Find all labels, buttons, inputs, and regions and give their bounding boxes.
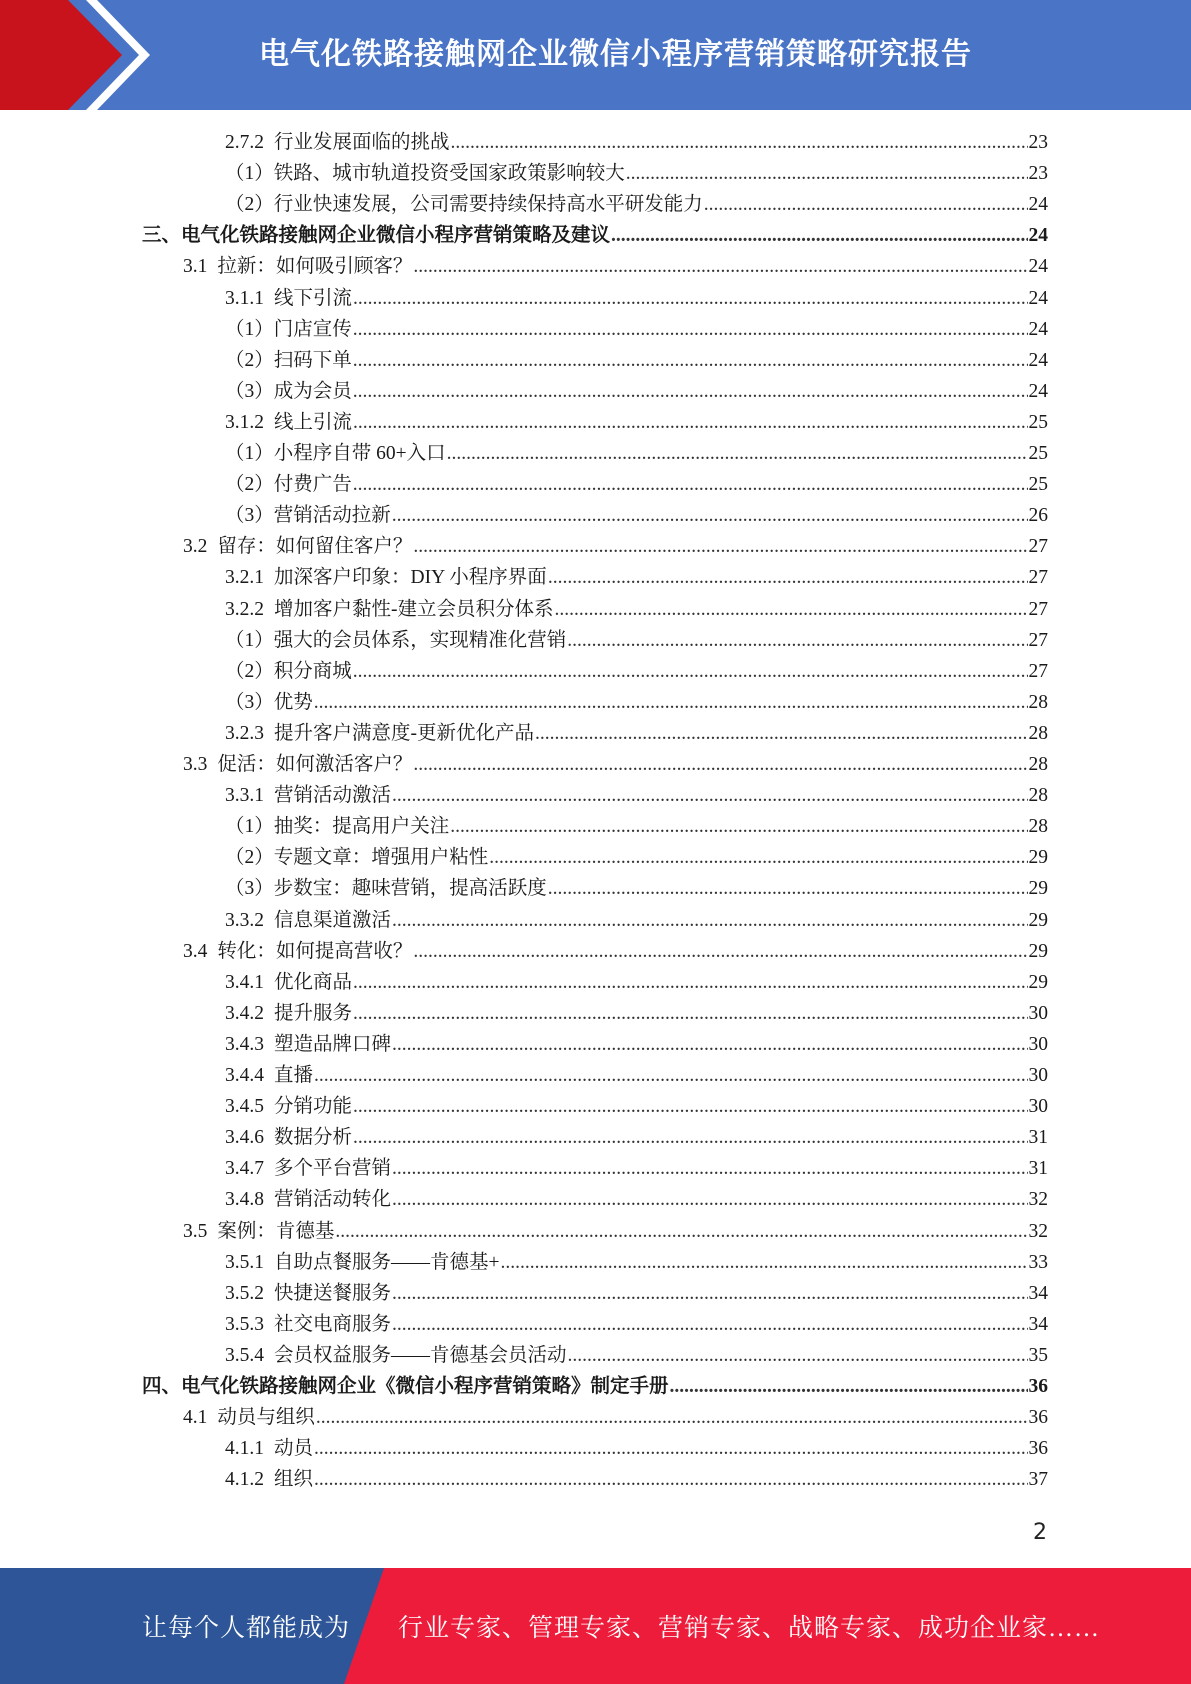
toc-entry-page: 33 xyxy=(1028,1251,1048,1273)
toc-dot-leader xyxy=(413,936,1027,967)
toc-entry-page: 24 xyxy=(1028,349,1048,371)
toc-entry-page: 27 xyxy=(1028,598,1048,620)
toc-entry-title: 动员与组织 xyxy=(217,1407,315,1429)
toc-entry[interactable] xyxy=(183,749,1048,780)
toc-dot-leader xyxy=(611,220,1027,251)
toc-entry-page: 36 xyxy=(1028,1376,1048,1397)
toc-entry-page: 35 xyxy=(1028,1344,1048,1366)
toc-entry[interactable] xyxy=(225,998,1048,1029)
toc-entry[interactable] xyxy=(183,531,1048,562)
toc-entry-page: 36 xyxy=(1028,1438,1048,1460)
toc-entry-page: 32 xyxy=(1028,1220,1048,1242)
toc-entry-number: 3.5 xyxy=(183,1220,208,1242)
toc-entry-label xyxy=(225,905,391,936)
toc-dot-leader xyxy=(555,594,1028,625)
toc-dot-leader xyxy=(548,562,1028,593)
toc-entry-title: 数据分析 xyxy=(274,1127,353,1149)
toc-entry-page: 24 xyxy=(1028,194,1048,216)
toc-entry-label xyxy=(183,251,412,282)
toc-entry[interactable] xyxy=(225,376,1048,407)
toc-entry-title: 会员权益服务——肯德基会员活动 xyxy=(274,1344,567,1366)
toc-entry-number: 3.4.4 xyxy=(225,1065,264,1086)
toc-entry-number: 3.2.2 xyxy=(225,598,264,620)
toc-dot-leader xyxy=(314,687,1028,718)
toc-dot-leader xyxy=(392,1309,1027,1340)
toc-entry-title: 塑造品牌口碑 xyxy=(274,1033,392,1055)
toc-entry-title: 分销功能 xyxy=(274,1096,353,1118)
toc-entry[interactable] xyxy=(225,407,1048,438)
toc-entry-number: 3.5.4 xyxy=(225,1344,264,1366)
toc-dot-leader xyxy=(450,811,1027,842)
toc-dot-leader xyxy=(316,1402,1028,1433)
toc-entry-title: 营销活动转化 xyxy=(274,1189,392,1211)
toc-entry-label xyxy=(225,314,352,345)
toc-entry[interactable] xyxy=(142,220,1048,251)
toc-entry-page: 29 xyxy=(1028,971,1048,993)
toc-dot-leader xyxy=(489,842,1027,873)
toc-entry-label xyxy=(183,749,412,780)
toc-dot-leader xyxy=(501,1247,1028,1278)
toc-entry-label xyxy=(225,283,352,314)
toc-dot-leader xyxy=(447,438,1028,469)
toc-entry-page: 28 xyxy=(1028,785,1048,807)
toc-entry-page: 27 xyxy=(1028,567,1048,589)
toc-entry[interactable] xyxy=(225,1433,1048,1464)
toc-entry-number: 3.2.3 xyxy=(225,722,264,744)
toc-entry-number: 3.2.1 xyxy=(225,567,264,589)
toc-entry[interactable] xyxy=(225,905,1048,936)
toc-entry-number: 3.4 xyxy=(183,940,208,962)
toc-entry-label xyxy=(225,1464,313,1495)
toc-entry-page: 27 xyxy=(1028,629,1048,651)
toc-entry-label xyxy=(225,1433,313,1464)
toc-entry[interactable] xyxy=(225,283,1048,314)
toc-entry-title: 增加客户黏性-建立会员积分体系 xyxy=(274,598,554,620)
toc-entry-number: 3.4.1 xyxy=(225,971,264,993)
toc-entry-number: 3.3 xyxy=(183,754,208,775)
toc-entry[interactable] xyxy=(225,1091,1048,1122)
toc-entry[interactable] xyxy=(225,314,1048,345)
toc-entry-label xyxy=(225,594,554,625)
toc-entry-number: 3.4.3 xyxy=(225,1033,264,1055)
toc-entry-label xyxy=(183,936,412,967)
toc-entry-title: （1）强大的会员体系，实现精准化营销 xyxy=(225,629,567,651)
toc-entry-page: 29 xyxy=(1028,940,1048,962)
toc-entry-page: 37 xyxy=(1028,1469,1048,1491)
toc-entry-label xyxy=(225,780,391,811)
toc-entry[interactable] xyxy=(225,1153,1048,1184)
toc-entry-label xyxy=(225,1278,391,1309)
toc-entry-page: 31 xyxy=(1028,1127,1048,1149)
toc-dot-leader xyxy=(548,873,1028,904)
toc-entry-label xyxy=(225,1153,391,1184)
toc-entry-page: 28 xyxy=(1028,754,1048,775)
toc-entry-number: 3.4.2 xyxy=(225,1002,264,1024)
toc-entry[interactable] xyxy=(225,1122,1048,1153)
toc-entry[interactable] xyxy=(225,469,1048,500)
toc-entry-title: （2）扫码下单 xyxy=(225,349,352,371)
toc-entry-title: 组织 xyxy=(274,1469,314,1491)
toc-entry-title: （1）小程序自带 60+入口 xyxy=(225,443,446,464)
toc-dot-leader xyxy=(353,967,1027,998)
toc-entry-label xyxy=(183,1402,315,1433)
toc-entry[interactable] xyxy=(225,811,1048,842)
toc-entry-page: 29 xyxy=(1028,847,1048,869)
toc-dot-leader xyxy=(392,905,1027,936)
toc-entry-title: （1）门店宣传 xyxy=(225,318,352,340)
toc-entry-number: 3.1.1 xyxy=(225,287,264,309)
toc-entry-page: 36 xyxy=(1028,1407,1048,1429)
toc-dot-leader xyxy=(392,780,1027,811)
toc-entry-title: （3）营销活动拉新 xyxy=(225,505,391,527)
toc-entry-page: 32 xyxy=(1028,1189,1048,1211)
toc-entry-page: 31 xyxy=(1028,1158,1048,1180)
toc-dot-leader xyxy=(413,251,1027,282)
toc-entry-title: （1）铁路、城市轨道投资受国家政策影响较大 xyxy=(225,163,625,185)
toc-entry[interactable] xyxy=(183,1216,1048,1247)
toc-entry-label xyxy=(225,842,488,873)
toc-entry-label xyxy=(225,1247,500,1278)
toc-entry-title: 自助点餐服务——肯德基+ xyxy=(274,1251,500,1273)
toc-entry[interactable] xyxy=(225,189,1048,220)
toc-entry-page: 30 xyxy=(1028,1033,1048,1055)
toc-entry-label xyxy=(142,220,610,251)
toc-entry[interactable] xyxy=(225,158,1048,189)
toc-entry-title: 优化商品 xyxy=(274,971,353,993)
toc-dot-leader xyxy=(353,656,1028,687)
toc-entry-title: （1）抽奖：提高用户关注 xyxy=(225,816,450,838)
toc-entry-page: 29 xyxy=(1028,909,1048,931)
toc-entry-page: 30 xyxy=(1028,1096,1048,1118)
toc-entry-page: 24 xyxy=(1028,380,1048,402)
toc-dot-leader xyxy=(535,718,1028,749)
toc-entry-page: 24 xyxy=(1028,256,1048,278)
toc-dot-leader xyxy=(451,127,1028,158)
toc-entry-label xyxy=(225,687,313,718)
toc-entry-page: 23 xyxy=(1028,132,1048,153)
toc-entry[interactable] xyxy=(225,1340,1048,1371)
toc-entry-label xyxy=(225,1029,391,1060)
toc-dot-leader xyxy=(353,376,1028,407)
toc-entry[interactable] xyxy=(225,1247,1048,1278)
toc-entry-title: （3）优势 xyxy=(225,691,313,713)
toc-dot-leader xyxy=(567,625,1027,656)
toc-dot-leader xyxy=(392,1153,1027,1184)
toc-entry-title: （3）步数宝：趣味营销，提高活跃度 xyxy=(225,878,547,900)
toc-entry-title: （2）付费广告 xyxy=(225,474,352,496)
toc-entry-number: 3.3.2 xyxy=(225,909,264,931)
toc-entry-number: 4.1 xyxy=(183,1407,208,1429)
toc-entry-number: 3.4.8 xyxy=(225,1189,264,1211)
toc-entry-title: 提升服务 xyxy=(274,1002,353,1024)
toc-entry-title: 营销活动激活 xyxy=(274,785,392,807)
toc-dot-leader xyxy=(392,1278,1027,1309)
toc-entry[interactable] xyxy=(225,718,1048,749)
toc-entry[interactable] xyxy=(225,1060,1048,1091)
toc-dot-leader xyxy=(392,1184,1027,1215)
toc-entry-label xyxy=(225,1060,313,1091)
toc-entry-title: 线下引流 xyxy=(274,287,353,309)
toc-entry-page: 28 xyxy=(1028,691,1048,713)
toc-entry-label xyxy=(225,376,352,407)
toc-entry[interactable] xyxy=(225,656,1048,687)
toc-entry-page: 28 xyxy=(1028,816,1048,838)
footer-banner xyxy=(0,1568,1191,1684)
toc-entry-label xyxy=(225,469,352,500)
report-title: 电气化铁路接触网企业微信小程序营销策略研究报告 xyxy=(259,37,972,72)
toc-entry[interactable] xyxy=(225,1029,1048,1060)
toc-entry[interactable] xyxy=(225,687,1048,718)
toc-entry-label xyxy=(225,625,566,656)
toc-entry-title: 线上引流 xyxy=(274,411,353,433)
toc-entry-title: （2）行业快速发展，公司需要持续保持高水平研发能力 xyxy=(225,194,703,216)
footer-slogan-right: 行业专家、管理专家、营销专家、战略专家、成功企业家…… xyxy=(398,1615,1101,1642)
toc-entry-number: 4.1.1 xyxy=(225,1438,264,1460)
toc-entry-label xyxy=(225,127,450,158)
toc-entry-page: 34 xyxy=(1028,1313,1048,1335)
toc-entry-title: 行业发展面临的挑战 xyxy=(274,132,450,153)
toc-entry-label xyxy=(225,438,446,469)
toc-entry-label xyxy=(225,811,449,842)
toc-dot-leader xyxy=(353,407,1027,438)
toc-entry[interactable] xyxy=(225,1464,1048,1495)
toc-entry-label xyxy=(183,1216,334,1247)
toc-entry-label xyxy=(225,500,391,531)
toc-entry-page: 24 xyxy=(1028,225,1048,247)
toc-entry-label xyxy=(225,189,703,220)
toc-dot-leader xyxy=(626,158,1028,189)
toc-dot-leader xyxy=(353,283,1027,314)
toc-entry-number: 3.1.2 xyxy=(225,411,264,433)
toc-entry-page: 24 xyxy=(1028,287,1048,309)
toc-entry-title: 留存：如何留住客户？ xyxy=(217,536,413,558)
toc-entry[interactable] xyxy=(183,1402,1048,1433)
toc-dot-leader xyxy=(670,1371,1028,1402)
toc-entry[interactable] xyxy=(225,967,1048,998)
toc-entry[interactable] xyxy=(225,873,1048,904)
toc-entry-number: 2.7.2 xyxy=(225,132,264,153)
toc-entry[interactable] xyxy=(183,251,1048,282)
toc-entry-label xyxy=(225,656,352,687)
toc-entry-page: 30 xyxy=(1028,1002,1048,1024)
toc-entry-page: 27 xyxy=(1028,536,1048,558)
toc-dot-leader xyxy=(392,500,1028,531)
toc-entry-title: 转化：如何提高营收？ xyxy=(217,940,413,962)
toc-entry[interactable] xyxy=(183,936,1048,967)
toc-entry-title: （2）积分商城 xyxy=(225,660,352,682)
toc-entry-number: 3.4.7 xyxy=(225,1158,264,1180)
toc-entry-number: 3.4.6 xyxy=(225,1127,264,1149)
toc-entry[interactable] xyxy=(225,500,1048,531)
toc-entry-label xyxy=(225,998,352,1029)
toc-entry-number: 3.3.1 xyxy=(225,785,264,807)
toc-entry-page: 30 xyxy=(1028,1065,1048,1086)
toc-entry-page: 27 xyxy=(1028,660,1048,682)
toc-entry-title: 促活：如何激活客户？ xyxy=(217,754,413,775)
toc-entry[interactable] xyxy=(225,1309,1048,1340)
toc-entry-title: 三、电气化铁路接触网企业微信小程序营销策略及建议 xyxy=(142,225,611,247)
toc-dot-leader xyxy=(314,1464,1027,1495)
toc-dot-leader xyxy=(704,189,1028,220)
toc-entry-label xyxy=(225,158,625,189)
toc-entry-page: 23 xyxy=(1028,163,1048,185)
toc-entry-page: 29 xyxy=(1028,878,1048,900)
toc-entry-number: 3.5.1 xyxy=(225,1251,264,1273)
toc-entry-title: 加深客户印象：DIY 小程序界面 xyxy=(274,567,547,589)
toc-entry-title: 社交电商服务 xyxy=(274,1313,392,1335)
toc-entry-title: （3）成为会员 xyxy=(225,380,352,402)
toc-dot-leader xyxy=(392,1029,1027,1060)
toc-entry-number: 3.4.5 xyxy=(225,1096,264,1118)
toc-entry-title: 多个平台营销 xyxy=(274,1158,392,1180)
toc-entry-label xyxy=(225,1122,352,1153)
toc-dot-leader xyxy=(314,1433,1027,1464)
toc-entry-title: 案例：肯德基 xyxy=(217,1220,335,1242)
toc-dot-leader xyxy=(413,749,1027,780)
footer-slogan-left: 让每个人都能成为 xyxy=(142,1615,351,1642)
toc-entry-label xyxy=(225,1309,391,1340)
toc-entry[interactable] xyxy=(225,1278,1048,1309)
toc-entry-title: 快捷送餐服务 xyxy=(274,1282,392,1304)
toc-entry-label xyxy=(225,718,534,749)
toc-entry-label xyxy=(225,1184,391,1215)
toc-entry[interactable] xyxy=(225,625,1048,656)
toc-entry[interactable] xyxy=(225,1184,1048,1215)
toc-entry-label xyxy=(225,1091,352,1122)
toc-entry[interactable] xyxy=(225,842,1048,873)
toc-entry-label xyxy=(142,1371,669,1402)
toc-entry-title: 信息渠道激活 xyxy=(274,909,392,931)
page-number: 2 xyxy=(1033,1520,1047,1545)
toc-entry-number: 3.1 xyxy=(183,256,208,278)
toc-entry-label xyxy=(225,967,352,998)
toc-entry-label xyxy=(225,345,352,376)
toc-dot-leader xyxy=(335,1216,1027,1247)
toc-entry[interactable] xyxy=(225,594,1048,625)
toc-dot-leader xyxy=(568,1340,1028,1371)
toc-entry-title: 四、电气化铁路接触网企业《微信小程序营销策略》制定手册 xyxy=(142,1376,669,1397)
toc-dot-leader xyxy=(353,1122,1027,1153)
toc-entry-page: 26 xyxy=(1028,505,1048,527)
toc-entry-title: （2）专题文章：增强用户粘性 xyxy=(225,847,489,869)
toc-entry-label xyxy=(225,407,352,438)
toc-entry-title: 拉新：如何吸引顾客？ xyxy=(217,256,413,278)
toc-entry-page: 25 xyxy=(1028,411,1048,433)
toc-entry-page: 24 xyxy=(1028,318,1048,340)
toc-entry[interactable] xyxy=(225,438,1048,469)
toc-dot-leader xyxy=(353,998,1027,1029)
toc-entry-title: 提升客户满意度-更新优化产品 xyxy=(274,722,534,744)
toc-entry-label xyxy=(225,562,547,593)
toc-entry-page: 34 xyxy=(1028,1282,1048,1304)
toc-entry-label xyxy=(225,873,547,904)
toc-entry[interactable] xyxy=(225,345,1048,376)
toc-entry-label xyxy=(225,1340,567,1371)
toc-entry-page: 28 xyxy=(1028,722,1048,744)
report-header xyxy=(0,0,1191,110)
toc-dot-leader xyxy=(353,314,1028,345)
toc-entry-page: 25 xyxy=(1028,474,1048,496)
toc-entry[interactable] xyxy=(225,562,1048,593)
toc-entry-number: 3.2 xyxy=(183,536,208,558)
toc-entry-number: 4.1.2 xyxy=(225,1469,264,1491)
toc-entry-title: 直播 xyxy=(274,1065,314,1086)
toc-entry[interactable] xyxy=(225,780,1048,811)
toc-entry[interactable] xyxy=(225,127,1048,158)
toc-entry-number: 3.5.3 xyxy=(225,1313,264,1335)
toc-dot-leader xyxy=(353,1091,1027,1122)
toc-dot-leader xyxy=(413,531,1027,562)
toc-entry-title: 动员 xyxy=(274,1438,314,1460)
toc-dot-leader xyxy=(314,1060,1027,1091)
toc-entry-number: 3.5.2 xyxy=(225,1282,264,1304)
toc-dot-leader xyxy=(353,345,1028,376)
toc-entry-page: 25 xyxy=(1028,443,1048,464)
toc-entry-label xyxy=(183,531,412,562)
toc-dot-leader xyxy=(353,469,1028,500)
toc-entry[interactable] xyxy=(142,1371,1048,1402)
